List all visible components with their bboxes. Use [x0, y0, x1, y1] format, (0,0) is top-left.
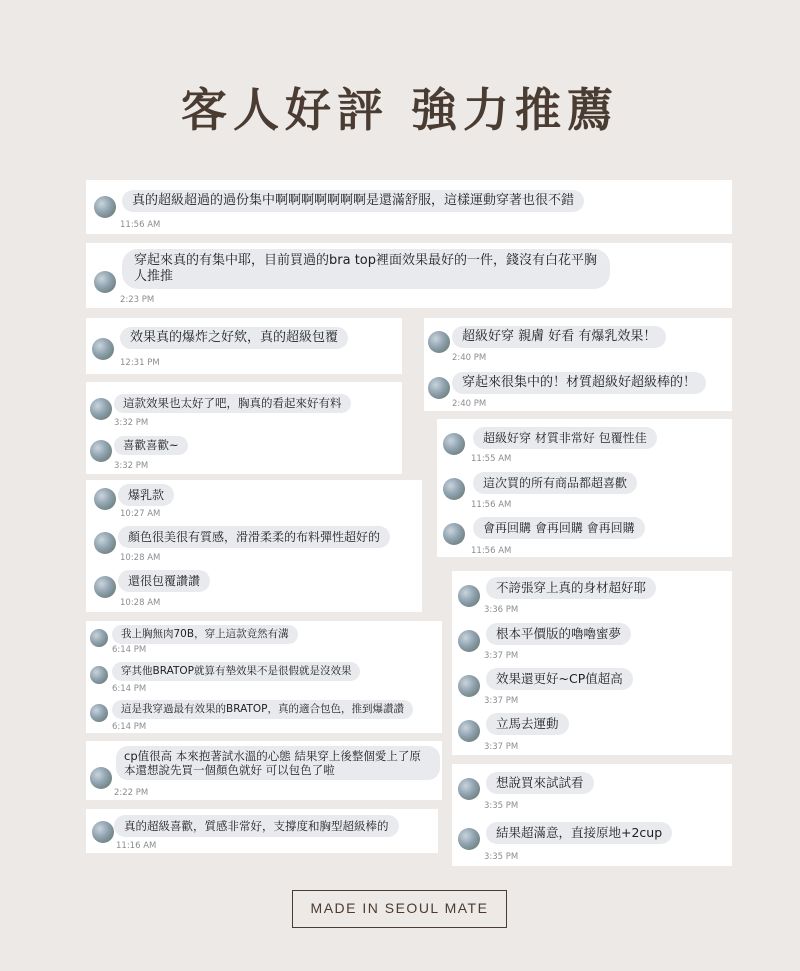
avatar [458, 585, 480, 607]
avatar [428, 331, 450, 353]
review-bubble: 不誇張穿上真的身材超好耶 [486, 577, 656, 599]
review-time: 3:32 PM [114, 461, 149, 471]
review-time: 2:40 PM [452, 353, 487, 363]
review-time: 3:36 PM [484, 605, 519, 615]
avatar [92, 338, 114, 360]
avatar [90, 629, 108, 647]
review-bubble: 喜歡喜歡~ [114, 436, 188, 455]
review-time: 11:56 AM [471, 546, 512, 556]
review-bubble: 穿其他BRATOP就算有墊效果不是很假就是沒效果 [112, 662, 360, 681]
avatar [458, 630, 480, 652]
avatar [94, 532, 116, 554]
review-time: 3:37 PM [484, 651, 519, 661]
review-time: 3:32 PM [114, 418, 149, 428]
avatar [458, 720, 480, 742]
avatar [458, 828, 480, 850]
review-time: 3:37 PM [484, 742, 519, 752]
review-bubble: 效果真的爆炸之好欸，真的超級包覆 [120, 327, 348, 349]
review-bubble: 我上胸無肉70B，穿上這款竟然有溝 [112, 625, 298, 644]
review-card [86, 382, 402, 474]
review-card [86, 741, 442, 800]
review-bubble: 穿起來真的有集中耶，目前買過的bra top裡面效果最好的一件，錢沒有白花平胸人推推 [122, 249, 610, 289]
review-bubble: cp值很高 本來抱著試水溫的心態 結果穿上後整個愛上了原本還想說先買一個顏色就好 可以包色了啦 [116, 746, 440, 780]
page-title: 客人好評 強力推薦 [180, 83, 619, 137]
avatar [90, 704, 108, 722]
review-bubble: 這款效果也太好了吧，胸真的看起來好有料 [114, 394, 351, 413]
avatar [443, 523, 465, 545]
review-card [86, 180, 732, 234]
review-card [86, 809, 438, 853]
review-bubble: 超級好穿 親膚 好看 有爆乳效果！ [452, 326, 666, 348]
avatar [443, 478, 465, 500]
review-bubble: 效果還更好~CP值超高 [486, 668, 633, 690]
review-bubble: 立馬去運動 [486, 713, 569, 735]
avatar [90, 666, 108, 684]
review-time: 11:56 AM [471, 500, 512, 510]
review-card [452, 571, 732, 755]
review-card [452, 764, 732, 866]
review-time: 3:35 PM [484, 852, 519, 862]
review-time: 6:14 PM [112, 645, 147, 655]
review-bubble: 根本平價版的嚕嚕蜜夢 [486, 623, 631, 645]
avatar [90, 767, 112, 789]
review-time: 10:28 AM [120, 553, 161, 563]
review-time: 2:40 PM [452, 399, 487, 409]
review-bubble: 顏色很美很有質感，滑滑柔柔的布料彈性超好的 [118, 526, 390, 548]
review-card [86, 621, 442, 733]
review-card [424, 318, 732, 411]
avatar [94, 271, 116, 293]
review-bubble: 結果超滿意，直接原地+2cup [486, 822, 672, 844]
review-time: 10:27 AM [120, 509, 161, 519]
avatar [443, 433, 465, 455]
review-bubble: 想說買來試試看 [486, 772, 594, 794]
review-bubble: 超級好穿 材質非常好 包覆性佳 [473, 427, 657, 449]
review-bubble: 真的超級喜歡，質感非常好，支撐度和胸型超級棒的 [114, 815, 399, 837]
avatar [94, 576, 116, 598]
review-bubble: 還很包覆讚讚 [118, 570, 210, 592]
avatar [94, 488, 116, 510]
avatar [428, 377, 450, 399]
review-time: 6:14 PM [112, 722, 147, 732]
review-time: 2:23 PM [120, 295, 155, 305]
review-card [86, 318, 402, 374]
review-time: 6:14 PM [112, 684, 147, 694]
review-card [86, 480, 422, 612]
review-time: 3:35 PM [484, 801, 519, 811]
avatar [94, 196, 116, 218]
review-time: 12:31 PM [120, 358, 160, 368]
review-bubble: 真的超級超過的過份集中啊啊啊啊啊啊啊是還滿舒服，這樣運動穿著也很不錯 [122, 190, 584, 212]
review-time: 11:56 AM [120, 220, 161, 230]
review-time: 11:55 AM [471, 454, 512, 464]
avatar [90, 440, 112, 462]
review-bubble: 這次買的所有商品都超喜歡 [473, 472, 637, 494]
review-card [86, 243, 732, 308]
review-time: 10:28 AM [120, 598, 161, 608]
review-bubble: 會再回購 會再回購 會再回購 [473, 517, 645, 539]
review-time: 2:22 PM [114, 788, 149, 798]
avatar [90, 398, 112, 420]
avatar [92, 821, 114, 843]
made-in-seoul-mate-button[interactable]: MADE IN SEOUL MATE [292, 890, 507, 928]
review-bubble: 這是我穿過最有效果的BRATOP，真的適合包色，推到爆讚讚 [112, 700, 413, 719]
avatar [458, 675, 480, 697]
review-card [437, 419, 732, 557]
review-time: 11:16 AM [116, 841, 157, 851]
review-time: 3:37 PM [484, 696, 519, 706]
review-bubble: 爆乳款 [118, 484, 174, 506]
avatar [458, 778, 480, 800]
review-bubble: 穿起來很集中的！材質超級好超級棒的！ [452, 372, 706, 394]
